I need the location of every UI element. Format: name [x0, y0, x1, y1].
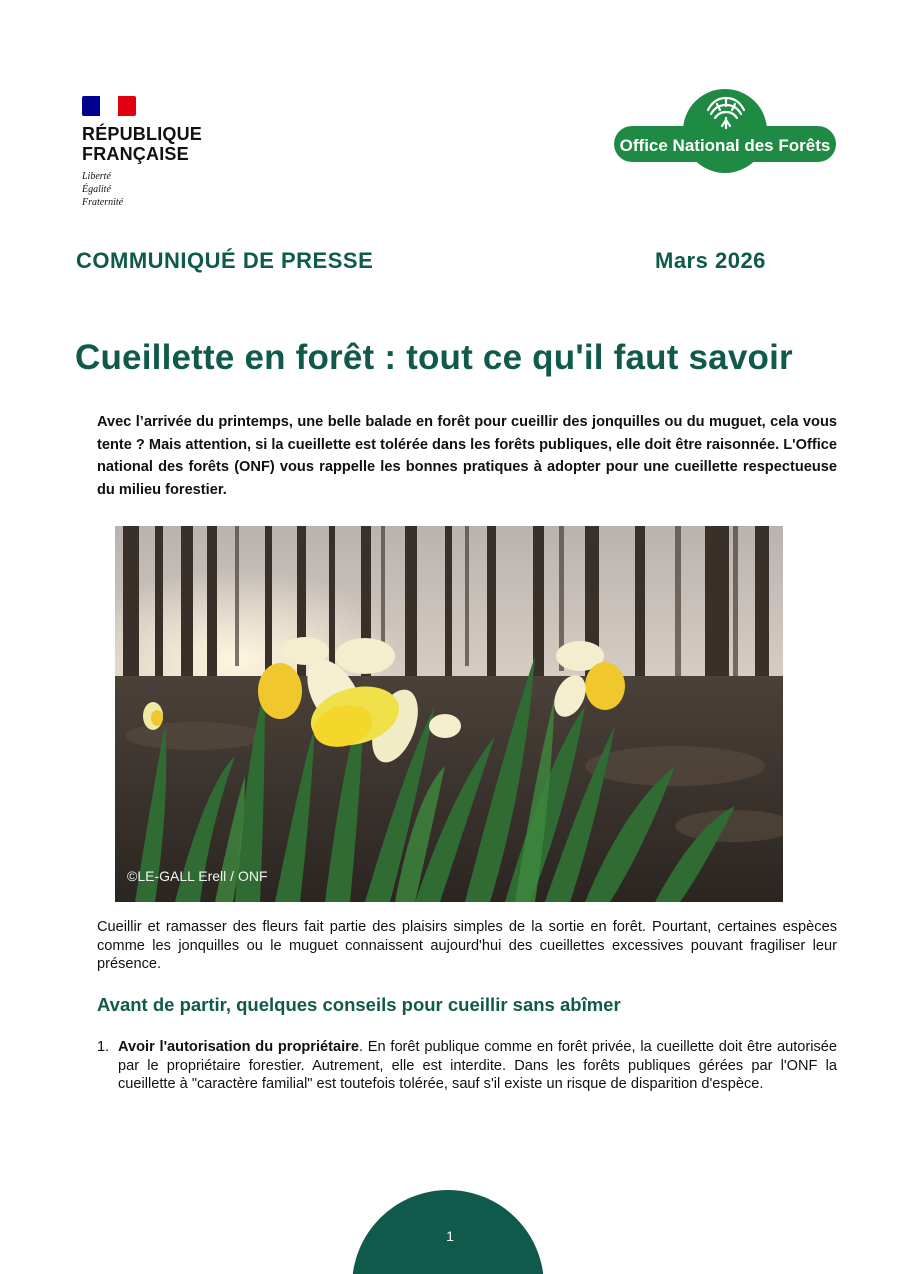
rf-motto — [82, 170, 222, 209]
advice-list — [97, 1038, 837, 1094]
list-item-bold: Avoir l'autorisation du propriétaire — [118, 1039, 359, 1055]
onf-logo-text: Office National des Forêts — [619, 136, 831, 155]
onf-logo-graphic — [612, 88, 838, 176]
intro-paragraph: Cueillir et ramasser des fleurs fait partie des plaisirs simples de la sortie en forêt. Pourtant, certaines espèces comme les jonquilles ou le muguet connaissent aujourd'hui des cueillettes excessives pouvant fragiliser leur présence. — [97, 919, 837, 972]
marianne-flag-icon — [82, 96, 136, 116]
onf-logo — [612, 88, 838, 176]
rf-name-line2: FRANÇAISE — [82, 144, 189, 164]
list-item — [97, 1038, 837, 1094]
list-item-number: 1. — [97, 1039, 110, 1055]
list-item-text: . En forêt publique comme en forêt privée, la cueillette doit être autorisée par le propriétaire forestier. Autrement, elle est interdite. Dans les forêts publiques gérées par l'ONF la cueillette à "caractère familial" est toutefois tolérée, sauf s'il existe un risque de disparition d'espèce. — [118, 1039, 837, 1092]
page-title: Cueillette en forêt : tout ce qu'il faut savoir — [75, 338, 793, 377]
list-item-body — [118, 1038, 837, 1094]
doc-type-label: COMMUNIQUÉ DE PRESSE — [76, 248, 374, 273]
rf-name-line1: RÉPUBLIQUE — [82, 124, 203, 144]
photo-credit: ©LE-GALL Erell / ONF — [127, 868, 268, 884]
page-number: 1 — [446, 1228, 454, 1244]
lead-paragraph: Avec l’arrivée du printemps, une belle balade en forêt pour cueillir des jonquilles ou du muguet, cela vous tente ? Mais attention, si la cueillette est tolérée dans les forêts publiques, elle doit être raisonnée. L'Office national des forêts (ONF) vous rappelle les bonnes pratiques à adopter pour une cueillette respectueuse du milieu forestier. — [97, 414, 837, 499]
motto-egalite: Égalité — [82, 184, 111, 195]
daffodils-forest-photo — [115, 526, 783, 902]
photo-illustration — [115, 526, 783, 902]
motto-liberte: Liberté — [82, 171, 111, 182]
republique-francaise-logo — [82, 96, 222, 209]
doc-date: Mars 2026 — [655, 248, 766, 273]
motto-fraternite: Fraternité — [82, 197, 124, 208]
section-heading: Avant de partir, quelques conseils pour cueillir sans abîmer — [97, 994, 621, 1015]
